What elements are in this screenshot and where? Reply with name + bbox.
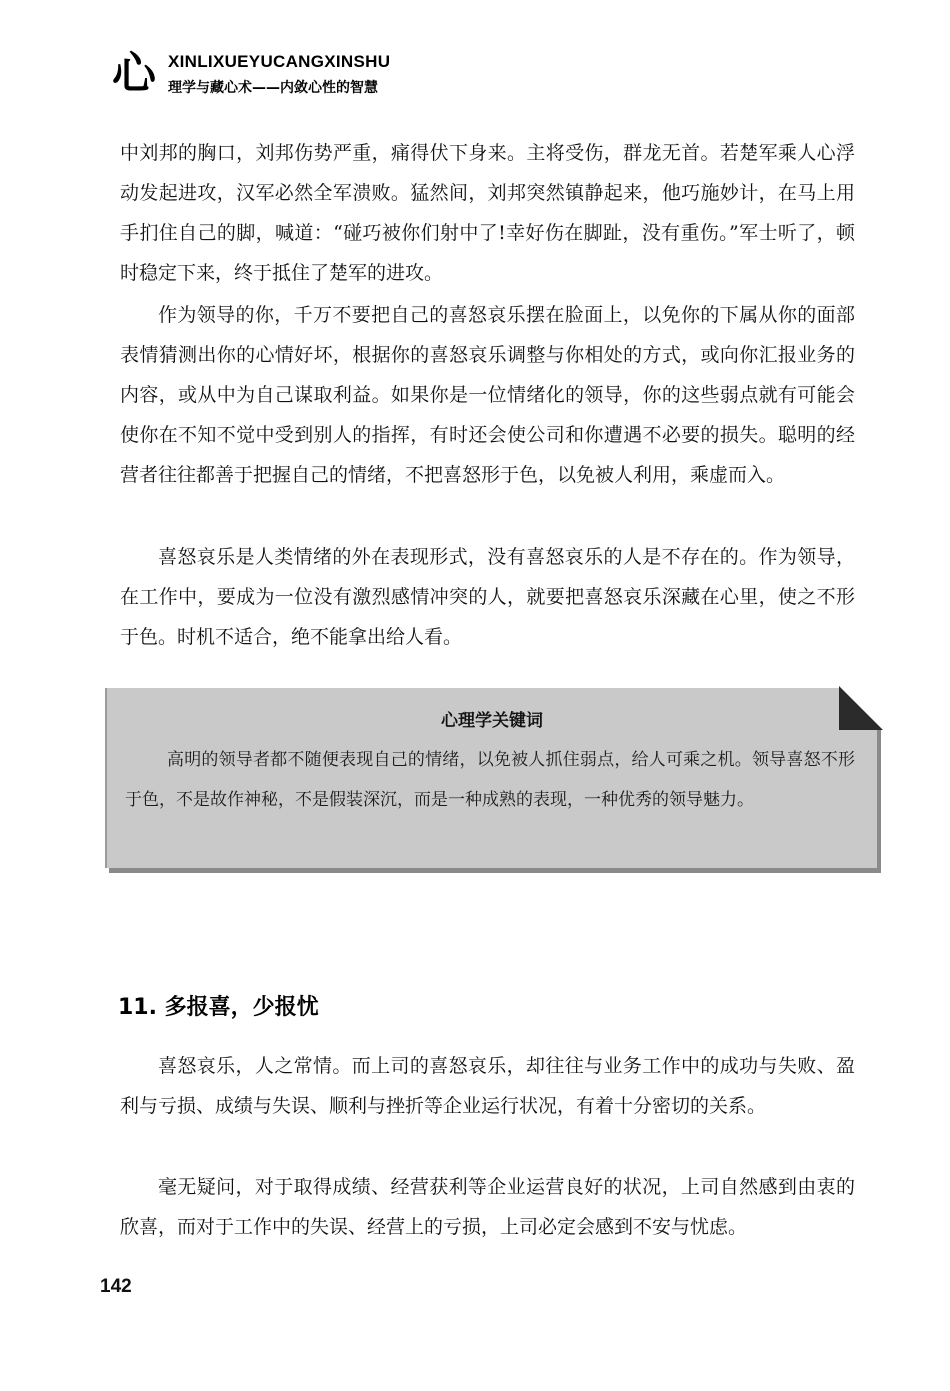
section-paragraph-2: 毫无疑问，对于取得成绩、经营获利等企业运营良好的状况，上司自然感到由衷的欣喜，而对于工作中的失误、经营上的亏损，上司必定会感到不安与忧虑。 xyxy=(120,1176,855,1238)
running-header xyxy=(112,48,512,104)
section-paragraph-1: 喜怒哀乐，人之常情。而上司的喜怒哀乐，却往往与业务工作中的成功与失败、盈利与亏损、成绩与失误、顺利与挫折等企业运行状况，有着十分密切的关系。 xyxy=(120,1055,855,1117)
paragraph-1: 中刘邦的胸口，刘邦伤势严重，痛得伏下身来。主将受伤，群龙无首。若楚军乘人心浮动发起进攻，汉军必然全军溃败。猛然间，刘邦突然镇静起来，他巧施妙计，在马上用手扪住自己的脚，喊道：“碰巧被你们射中了!幸好伤在脚趾，没有重伤。”军士听了，顿时稳定下来，终于抵住了楚军的进攻。 xyxy=(120,142,855,284)
page-number: 142 xyxy=(100,1276,132,1297)
paragraph-3: 喜怒哀乐是人类情绪的外在表现形式，没有喜怒哀乐的人是不存在的。作为领导，在工作中，要成为一位没有激烈感情冲突的人，就要把喜怒哀乐深藏在心里，使之不形于色。时机不适合，绝不能拿出给人看。 xyxy=(120,546,855,648)
keyword-box-title: 心理学关键词 xyxy=(441,711,543,731)
keyword-box xyxy=(105,688,877,868)
section-title: 11. 多报喜，少报忧 xyxy=(118,995,319,1020)
keyword-box-body: 高明的领导者都不随便表现自己的情绪，以免被人抓住弱点，给人可乘之机。领导喜怒不形于色，不是故作神秘，不是假装深沉，而是一种成熟的表现，一种优秀的领导魅力。 xyxy=(125,750,855,810)
header-mark: 心 xyxy=(112,48,156,99)
paragraph-2: 作为领导的你，千万不要把自己的喜怒哀乐摆在脸面上，以免你的下属从你的面部表情猜测出你的心情好坏，根据你的喜怒哀乐调整与你相处的方式，或向你汇报业务的内容，或从中为自己谋取利益。如果你是一位情绪化的领导，你的这些弱点就有可能会使你在不知不觉中受到别人的指挥，有时还会使公司和你遭遇不必要的损失。聪明的经营者往往都善于把握自己的情绪，不把喜怒形于色，以免被人利用，乘虚而入。 xyxy=(120,304,855,486)
header-subtitle: 理学与藏心术——内敛心性的智慧 xyxy=(168,80,378,96)
header-latin-title: XINLIXUEYUCANGXINSHU xyxy=(168,52,391,71)
